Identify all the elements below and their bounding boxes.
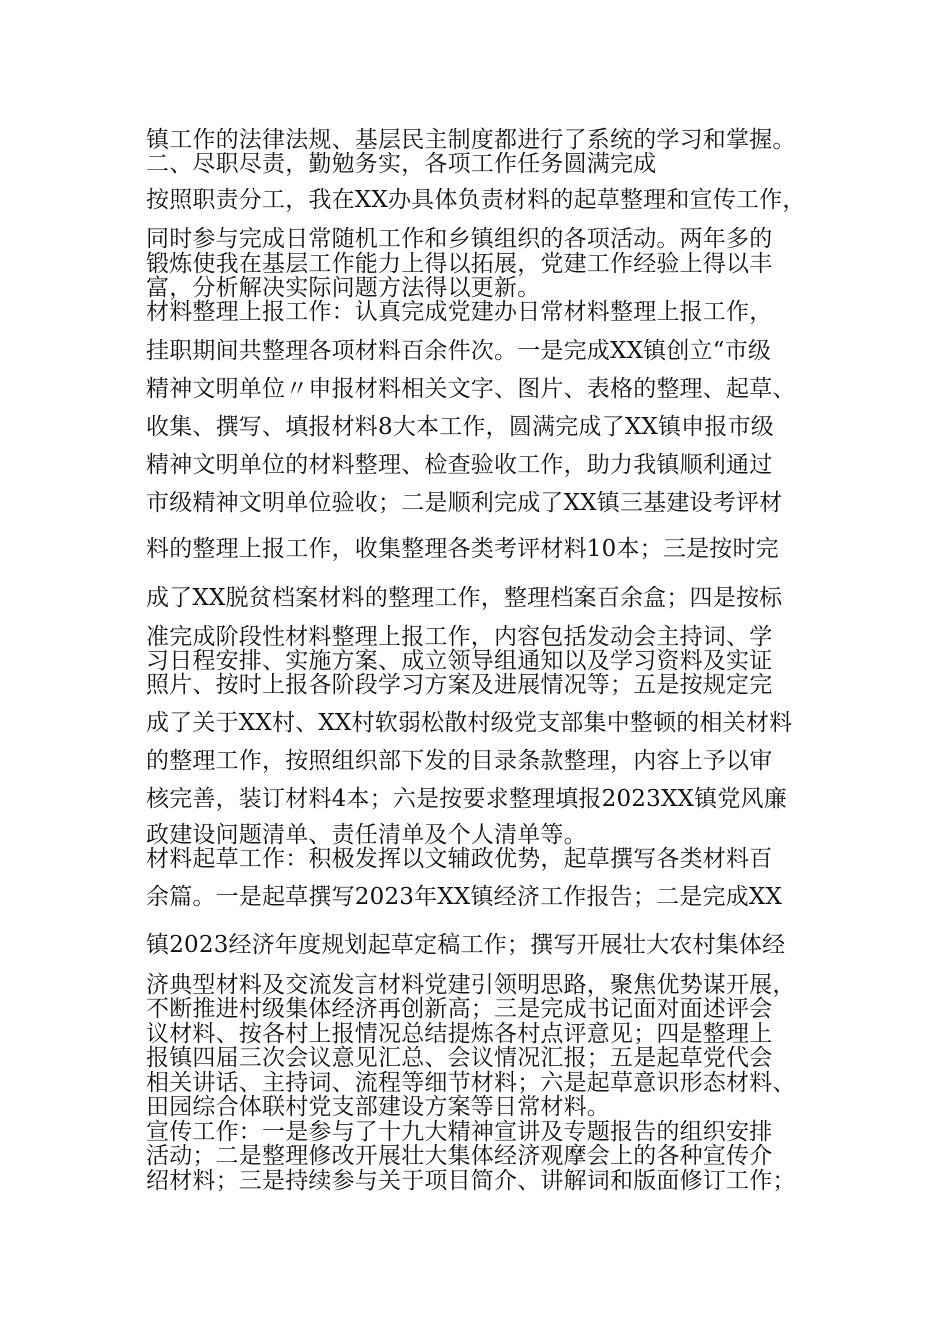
text-line-15: 准完成阶段性材料整理上报工作，内容包括发动会主持词、学 — [146, 624, 773, 650]
text-line-24: 镇2023经济年度规划起草定稿工作；撰写开展壮大农村集体经 — [146, 932, 786, 958]
text-line-28: 报镇四届三次会议意见汇总、会议情况汇报；五是起草党代会 — [146, 1045, 773, 1071]
text-line-25: 济典型材料及交流发言材料党建引领明思路，聚焦优势谋开展， — [146, 972, 796, 998]
text-line-16: 习日程安排、实施方案、成立领导组通知以及学习资料及实证 — [146, 648, 773, 674]
text-line-18: 成了关于XX村、XX村软弱松散村级党支部集中整顿的相关材料 — [146, 710, 793, 736]
text-line-21: 政建设问题清单、责任清单及个人清单等。 — [146, 822, 587, 848]
text-line-3: 按照职责分工，我在XX办具体负责材料的起草整理和宣传工作， — [146, 187, 806, 213]
text-line-17: 照片、按时上报各阶段学习方案及进展情况等；五是按规定完 — [146, 672, 773, 698]
text-line-14: 成了XX脱贫档案材料的整理工作，整理档案百余盒；四是按标 — [146, 585, 783, 611]
text-line-7: 材料整理上报工作：认真完成党建办日常材料整理上报工作， — [146, 299, 773, 325]
section-heading-2: 二、尽职尽责，勤勉务实，各项工作任务圆满完成 — [146, 151, 657, 177]
text-line-11: 精神文明单位的材料整理、检查验收工作，助力我镇顺利通过 — [146, 452, 773, 478]
text-line-26: 不断推进村级集体经济再创新高；三是完成书记面对面述评会 — [146, 996, 773, 1022]
text-line-5: 锻炼使我在基层工作能力上得以拓展，党建工作经验上得以丰 — [146, 251, 773, 277]
text-line-9: 精神文明单位〃申报材料相关文字、图片、表格的整理、起草、 — [146, 376, 796, 402]
text-line-23: 余篇。一是起草撰写2023年XX镇经济工作报告；二是完成XX — [146, 884, 783, 910]
text-line-27: 议材料、按各村上报情况总结提炼各村点评意见；四是整理上 — [146, 1021, 773, 1047]
text-line-12: 市级精神文明单位验收；二是顺利完成了XX镇三基建设考评材 — [146, 490, 783, 516]
text-line-8: 挂职期间共整理各项材料百余件次。一是完成XX镇创立“市级 — [146, 338, 772, 364]
text-line-4: 同时参与完成日常随机工作和乡镇组织的各项活动。两年多的 — [146, 226, 773, 252]
text-line-29: 相关讲话、主持词、流程等细节材料；六是起草意识形态材料、 — [146, 1070, 796, 1096]
text-line-22: 材料起草工作：积极发挥以文辅政优势，起草撰写各类材料百 — [146, 846, 773, 872]
text-line-6: 富，分析解决实际问题方法得以更新。 — [146, 275, 541, 301]
text-line-19: 的整理工作，按照组织部下发的目录条款整理，内容上予以审 — [146, 748, 773, 774]
text-line-20: 核完善，装订材料4本；六是按要求整理填报2023XX镇党风廉 — [146, 786, 787, 812]
text-line-13: 料的整理上报工作，收集整理各类考评材料10本；三是按时完 — [146, 536, 779, 562]
text-line-10: 收集、撰写、填报材料8大本工作，圆满完成了XX镇申报市级 — [146, 414, 774, 440]
text-line-31: 宣传工作：一是参与了十九大精神宣讲及专题报告的组织安排 — [146, 1119, 773, 1145]
text-line-32: 活动；二是整理修改开展壮大集体经济观摩会上的各种宣传介 — [146, 1143, 773, 1169]
text-line-30: 田园综合体联村党支部建设方案等日常材料。 — [146, 1094, 610, 1120]
text-line-33: 绍材料；三是持续参与关于项目简介、讲解词和版面修订工作； — [146, 1168, 796, 1194]
text-line-1: 镇工作的法律法规、基层民主制度都进行了系统的学习和掌握。 — [146, 127, 796, 153]
